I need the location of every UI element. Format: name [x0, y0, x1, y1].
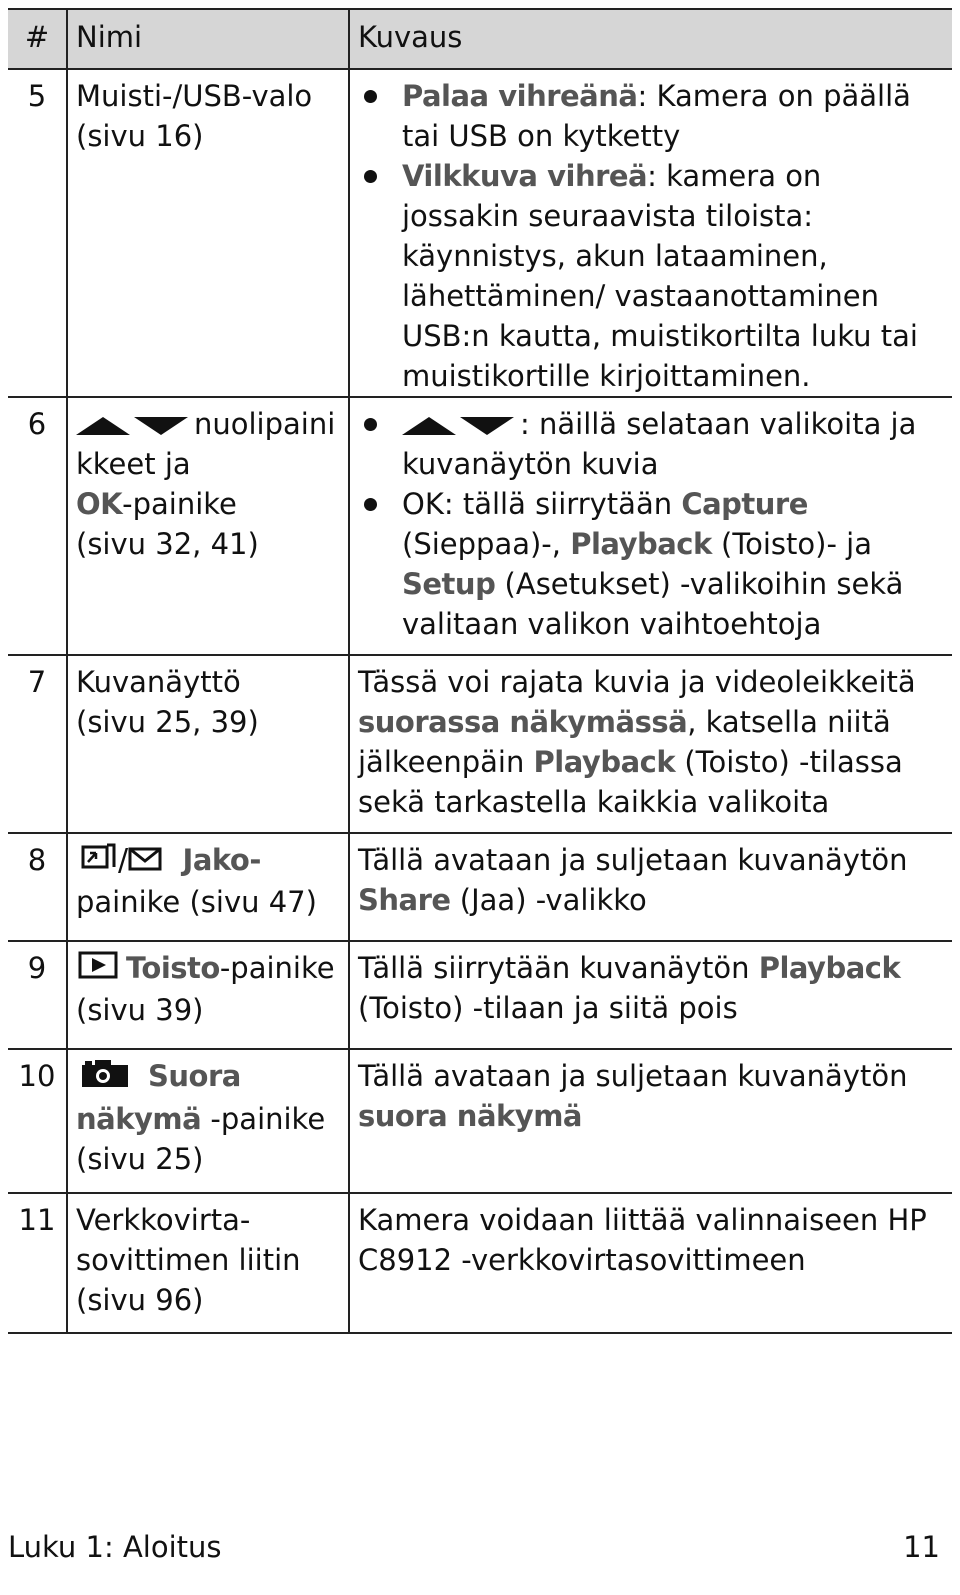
table-row	[8, 69, 952, 397]
row-name-page: (sivu 96)	[76, 1283, 204, 1317]
desc-text: Tällä avataan ja suljetaan kuvanäytön	[358, 1059, 908, 1093]
highlight-term: Vilkkuva vihreä	[402, 159, 648, 193]
row-name-line: sovittimen liitin	[76, 1243, 301, 1277]
bullet-text: : Kamera on päällä tai USB on kytketty	[402, 79, 911, 153]
highlight-term: Suora	[148, 1059, 241, 1093]
bullet-text: (Sieppaa)-,	[402, 527, 571, 561]
row-name-page: (sivu 25)	[76, 1142, 204, 1176]
header-desc: Kuvaus	[349, 9, 952, 69]
highlight-term: Playback	[758, 951, 901, 985]
table-header-row	[8, 9, 952, 69]
row-name-page: painike (sivu 47)	[76, 885, 317, 919]
highlight-term: Playback	[533, 745, 676, 779]
table-row	[8, 833, 952, 941]
arrow-down-icon	[134, 417, 188, 435]
nav-arrows	[402, 404, 518, 444]
row-name-text: -painike	[122, 487, 237, 521]
bullet-dot	[364, 170, 377, 183]
arrow-up-icon	[76, 417, 130, 435]
row-desc	[349, 655, 952, 833]
row-num: 11	[8, 1193, 67, 1333]
bullet-item	[358, 404, 946, 484]
highlight-term: Capture	[681, 487, 808, 521]
row-num: 6	[8, 397, 67, 655]
row-num: 7	[8, 655, 67, 833]
row-desc	[349, 833, 952, 941]
row-name-text: nuolipaini kkeet ja	[76, 407, 336, 481]
desc-text: (Jaa) -valikko	[450, 883, 647, 917]
highlight-term: Toisto	[126, 951, 220, 985]
desc-text: Tässä voi rajata kuvia ja videoleikkeitä	[358, 665, 916, 699]
row-desc	[349, 941, 952, 1049]
row-name-text: -painike	[219, 951, 335, 985]
row-desc	[349, 69, 952, 397]
playback-icon	[78, 950, 118, 990]
highlight-term: OK	[76, 487, 123, 521]
row-num: 9	[8, 941, 67, 1049]
table-row	[8, 397, 952, 655]
bullet-item	[358, 76, 946, 156]
table-row	[8, 1049, 952, 1193]
row-name: / Jako- painike (sivu 47)	[67, 833, 349, 941]
row-desc: Kamera voidaan liittää valinnaiseen HP C8912 -verkkovirtasovittimeen	[349, 1193, 952, 1333]
bullet-text: : kamera on jossakin seuraavista tiloista: käynnistys, akun lataaminen, lähettäminen/ vastaanottaminen USB:n kautta, muistikortilta luku tai muistikortille kirjoittaminen.	[402, 159, 918, 393]
component-table	[8, 8, 952, 1334]
row-desc	[349, 397, 952, 655]
row-name	[67, 397, 349, 655]
header-name: Nimi	[67, 9, 349, 69]
row-name-page: (sivu 39)	[76, 993, 204, 1027]
desc-text: Tällä avataan ja suljetaan kuvanäytön	[358, 843, 908, 877]
row-name	[67, 1049, 349, 1193]
highlight-term: suorassa näkymässä	[358, 705, 688, 739]
email-icon	[128, 842, 164, 882]
row-name-line: Kuvanäyttö	[76, 665, 241, 699]
table-row	[8, 941, 952, 1049]
bullet-text: (Toisto)- ja	[711, 527, 872, 561]
row-name-page: (sivu 32, 41)	[76, 527, 259, 561]
share-icon	[80, 842, 118, 882]
row-num: 8	[8, 833, 67, 941]
camera-icon	[80, 1057, 130, 1099]
desc-text: , katsella niitä jälkeenpäin	[358, 705, 891, 779]
bullet-dot	[364, 90, 377, 103]
bullet-item	[358, 156, 946, 396]
row-num: 10	[8, 1049, 67, 1193]
highlight-term: Palaa vihreänä	[402, 79, 638, 113]
header-num: #	[8, 9, 67, 69]
desc-text: (Toisto) -tilaan ja siitä pois	[358, 991, 738, 1025]
table-row	[8, 1193, 952, 1333]
bullet-text: OK: tällä siirrytään	[402, 487, 682, 521]
highlight-term: Share	[358, 883, 451, 917]
highlight-term: näkymä	[76, 1102, 202, 1136]
row-name-line: Muisti-/USB-valo	[76, 79, 313, 113]
highlight-term: Jako-	[182, 843, 261, 877]
bullet-list	[358, 404, 946, 644]
table-row	[8, 655, 952, 833]
bullet-text: (Asetukset) -valikoihin sekä valitaan valikon vaihtoehtoja	[402, 567, 904, 641]
row-name-page: (sivu 25, 39)	[76, 705, 259, 739]
row-num: 5	[8, 69, 67, 397]
row-name	[67, 941, 349, 1049]
desc-text: Tällä siirrytään kuvanäytön	[358, 951, 759, 985]
highlight-term: Setup	[402, 567, 496, 601]
bullet-item	[358, 484, 946, 644]
desc-text: (Toisto) -tilassa sekä tarkastella kaikkia valikoita	[358, 745, 903, 819]
row-name	[67, 655, 349, 833]
arrow-up-icon	[402, 417, 456, 435]
highlight-term: suora näkymä	[358, 1099, 582, 1133]
footer-page-number: 11	[903, 1530, 940, 1564]
arrow-down-icon	[460, 417, 514, 435]
nav-arrows	[76, 404, 192, 444]
row-name-text: -painike	[201, 1102, 326, 1136]
row-name-page: (sivu 16)	[76, 119, 204, 153]
footer-chapter: Luku 1: Aloitus	[8, 1530, 222, 1564]
bullet-dot	[364, 418, 377, 431]
row-name-line: Verkkovirta-	[76, 1203, 251, 1237]
bullet-text: : näillä selataan valikoita ja kuvanäytön kuvia	[402, 407, 917, 481]
bullet-dot	[364, 498, 377, 511]
row-desc	[349, 1049, 952, 1193]
row-name	[67, 69, 349, 397]
bullet-list	[358, 76, 946, 396]
row-name	[67, 1193, 349, 1333]
highlight-term: Playback	[570, 527, 712, 561]
